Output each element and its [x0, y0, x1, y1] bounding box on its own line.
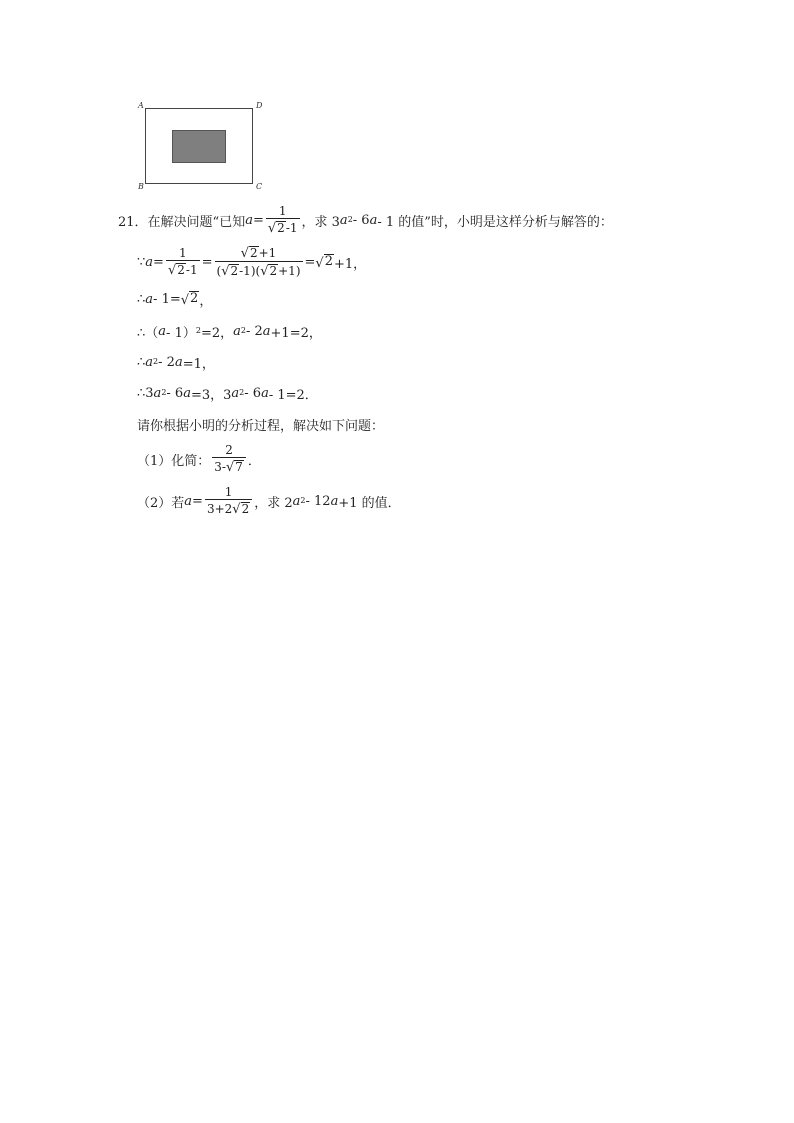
rectangle-figure	[136, 100, 270, 192]
shaded-rectangle	[172, 130, 226, 163]
part2-fraction: 1 3+2 √ 2	[205, 486, 252, 516]
given-fraction: 1 √ 2 -1	[267, 203, 298, 237]
step-3-line: ∴（ a - 1） 2 =2， a 2 - 2 a +1=2，	[137, 323, 322, 341]
step-5-line: ∴3 a 2 - 6 a =3，3 a 2 - 6 a - 1=2．	[137, 385, 318, 403]
part-2-line: （2）若 a = 1 3+2 √ 2 ，求 2 a 2 - 12 a +1 的值．	[137, 484, 401, 518]
step1-fraction-2: √ 2 +1 ( √ 2 -1)( √ 2 +1)	[216, 245, 301, 280]
question-number: 21．	[118, 214, 148, 230]
step-2-line: ∴ a - 1= √ 2 ，	[137, 291, 213, 309]
vertex-label-b: B	[138, 182, 144, 191]
question-21-line: 21． 在解决问题“已知 a = 1 √ 2 -1 ，求 3 a 2 - 6 a - 1 的值”时，小明是这样分析与解答的：	[118, 203, 613, 237]
part1-fraction: 2 3- √ 7	[212, 444, 246, 474]
vertex-label-c: C	[256, 182, 263, 191]
step1-fraction-1: 1 √ 2 -1	[167, 245, 198, 279]
question-intro: 在解决问题“已知	[147, 214, 246, 230]
instruction-line: 请你根据小明的分析过程，解决如下问题：	[137, 418, 385, 434]
part-1-line: （1）化简： 2 3- √ 7 ．	[137, 442, 261, 476]
vertex-label-a: A	[138, 101, 144, 110]
step-4-line: ∴ a 2 - 2 a =1，	[137, 354, 215, 372]
vertex-label-d: D	[256, 101, 263, 110]
step-1-line: ∵ a = 1 √ 2 -1 = √ 2 +1 ( √ 2 -1)( √ 2 +1) = √ 2 +1，	[137, 245, 367, 280]
